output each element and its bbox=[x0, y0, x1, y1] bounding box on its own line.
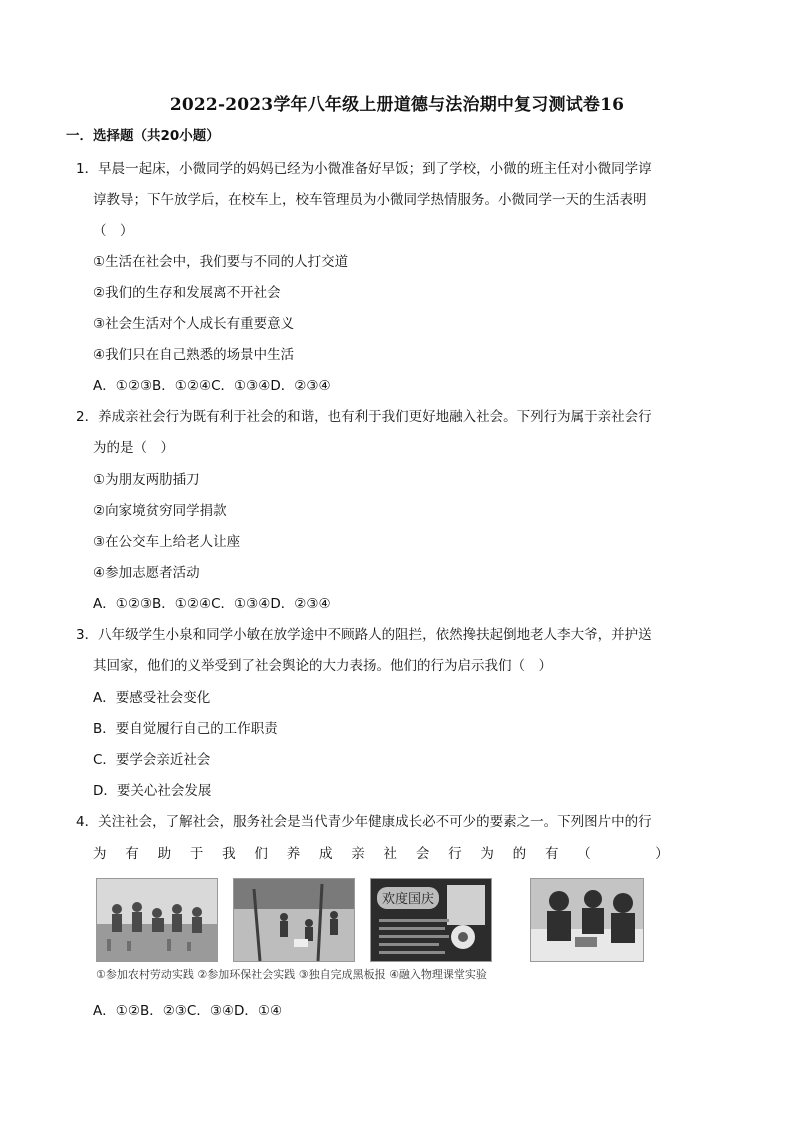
q4-char: 有 bbox=[544, 846, 559, 862]
q1-item-3: ③社会生活对个人成长有重要意义 bbox=[93, 316, 295, 332]
q4-options: A．①②B．②③C．③④D．①④ bbox=[93, 1003, 283, 1019]
q2-item-2: ②向家境贫穷同学捐款 bbox=[93, 503, 227, 519]
q4-char: 亲 bbox=[351, 846, 365, 862]
q2-options: A．①②③B．①②④C．①③④D．②③④ bbox=[93, 596, 331, 612]
q1-line-2: 谆教导；下午放学后，在校车上，校车管理员为小微同学热情服务。小微同学一天的生活表明 bbox=[93, 192, 647, 208]
farm-work-photo bbox=[96, 878, 218, 962]
q3-option-d: D．要关心社会发展 bbox=[93, 783, 212, 799]
blackboard-photo bbox=[370, 878, 492, 962]
q3-option-b: B．要自觉履行自己的工作职责 bbox=[93, 721, 278, 737]
q4-line-1: 4．关注社会，了解社会，服务社会是当代青少年健康成长必不可少的要素之一。下列图片中的行 bbox=[76, 814, 652, 830]
q1-line-1: 1．早晨一起床，小微同学的妈妈已经为小微准备好早饭；到了学校，小微的班主任对小微同学谆 bbox=[76, 161, 652, 177]
q4-char: 行 bbox=[448, 846, 462, 862]
q4-photo-strip bbox=[96, 878, 644, 982]
q4-char: 助 bbox=[157, 846, 172, 862]
q2-item-4: ④参加志愿者活动 bbox=[93, 565, 200, 581]
q4-char: 有 bbox=[125, 846, 139, 862]
q1-line-3: （ ） bbox=[93, 223, 134, 239]
q4-char: 社 bbox=[383, 846, 398, 862]
q4-char bbox=[610, 842, 637, 862]
q4-char: （ bbox=[577, 846, 591, 862]
q4-char: 为 bbox=[93, 846, 107, 862]
q2-line-1: 2．养成亲社会行为既有利于社会的和谐，也有利于我们更好地融入社会。下列行为属于亲社会行 bbox=[76, 409, 652, 425]
q4-char: 的 bbox=[512, 846, 527, 862]
q2-item-3: ③在公交车上给老人让座 bbox=[93, 534, 241, 550]
q4-char: 于 bbox=[189, 846, 204, 862]
q4-char: 们 bbox=[254, 846, 268, 862]
page-title: 2022-2023学年八年级上册道德与法治期中复习测试卷16 bbox=[169, 95, 625, 115]
photo-caption: ①参加农村劳动实践 ②参加环保社会实践 ③独自完成黑板报 ④融入物理课堂实验 bbox=[96, 968, 487, 981]
q3-line-2: 其回家，他们的义举受到了社会舆论的大力表扬。他们的行为启示我们（ ） bbox=[93, 658, 552, 674]
board-title: 欢度国庆 bbox=[381, 892, 435, 907]
q4-char: 为 bbox=[480, 846, 494, 862]
q3-option-c: C．要学会亲近社会 bbox=[93, 752, 211, 768]
q3-line-1: 3．八年级学生小泉和同学小敏在放学途中不顾路人的阻拦，依然搀扶起倒地老人李大爷，并护送 bbox=[76, 627, 652, 643]
q4-char: 会 bbox=[415, 846, 430, 862]
environment-photo bbox=[233, 878, 355, 962]
q1-item-4: ④我们只在自己熟悉的场景中生活 bbox=[93, 347, 295, 363]
q4-char: 养 bbox=[286, 846, 301, 862]
q2-line-2: 为的是（ ） bbox=[93, 440, 174, 456]
q3-option-a: A．要感受社会变化 bbox=[93, 690, 211, 706]
q4-char: 成 bbox=[318, 846, 333, 862]
q4-char: ） bbox=[655, 846, 669, 862]
section-heading: 一．选择题（共20小题） bbox=[66, 128, 220, 144]
q1-item-1: ①生活在社会中，我们要与不同的人打交道 bbox=[93, 254, 349, 270]
q1-options: A．①②③B．①②④C．①③④D．②③④ bbox=[93, 378, 331, 394]
physics-lab-photo bbox=[530, 878, 644, 962]
q1-item-2: ②我们的生存和发展离不开社会 bbox=[93, 285, 281, 301]
q4-char: 我 bbox=[222, 846, 236, 862]
q2-item-1: ①为朋友两肋插刀 bbox=[93, 472, 200, 488]
q4-line-2 bbox=[93, 842, 669, 862]
